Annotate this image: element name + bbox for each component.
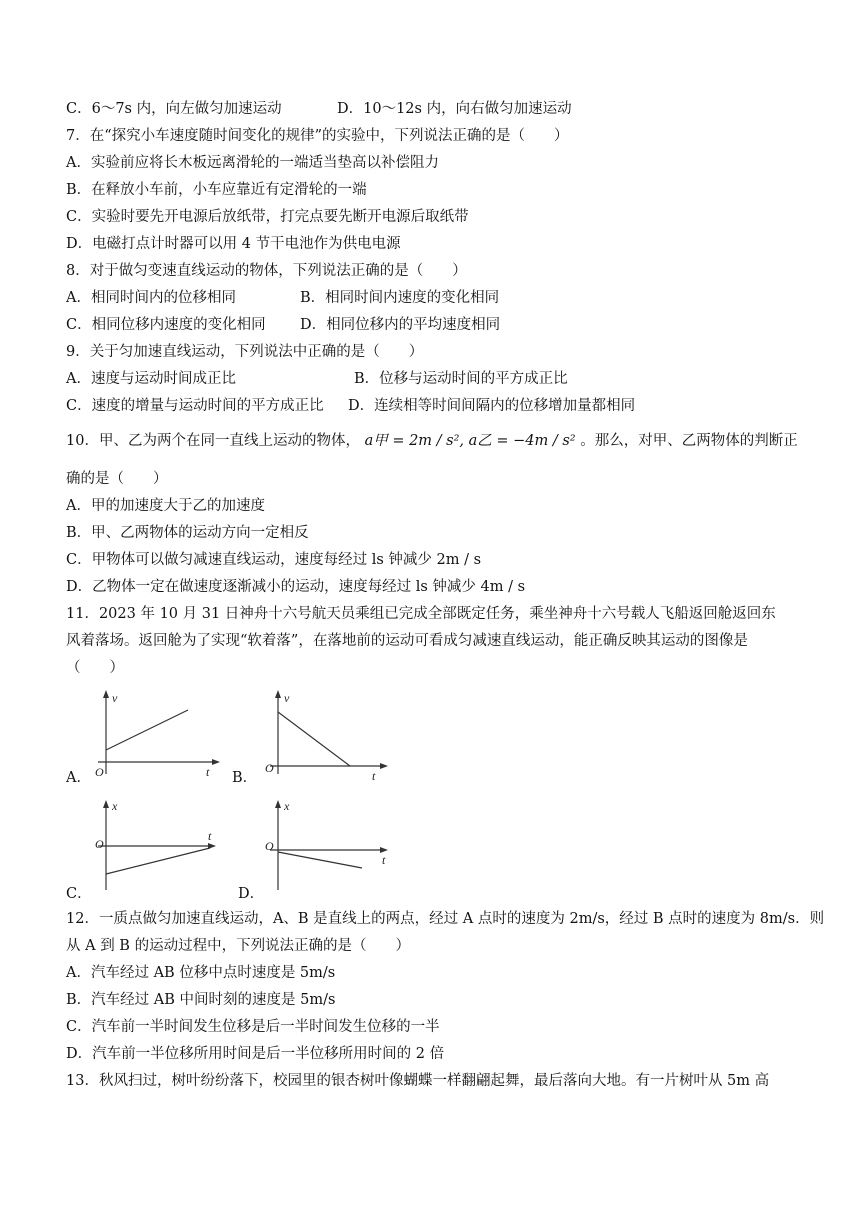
q8-option-d: D．相同位移内的平均速度相同: [300, 317, 501, 333]
graph-b-origin: O: [265, 761, 274, 775]
q12-option-b: B．汽车经过 AB 中间时刻的速度是 5m/s: [66, 992, 336, 1008]
q10-option-c: C．甲物体可以做匀减速直线运动，速度每经过 ls 钟减少 2m / s: [66, 552, 482, 568]
graph-b-t-arrow: [380, 763, 388, 769]
q11-graph-c-label: C．: [66, 886, 92, 902]
graph-b-v-arrow: [275, 690, 281, 698]
q7-option-b: B．在释放小车前，小车应靠近有定滑轮的一端: [66, 182, 367, 198]
graph-c-x-arrow: [103, 800, 109, 808]
q8-option-b: B．相同时间内速度的变化相同: [300, 290, 500, 306]
q7-option-a: A．实验前应将长木板远离滑轮的一端适当垫高以补偿阻力: [66, 155, 439, 171]
graph-a-t-arrow: [212, 759, 220, 765]
q8-option-a: A．相同时间内的位移相同: [66, 290, 236, 306]
graph-c-x-label: x: [112, 799, 118, 813]
q11-stem-line2: 风着落场。返回舱为了实现“软着落”，在落地前的运动可看成匀减速直线运动，能正确反映其运动的图像是: [66, 633, 748, 649]
graph-a-v-arrow: [103, 690, 109, 698]
q9-option-a: A．速度与运动时间成正比: [66, 371, 236, 387]
q11-stem-line3: （ ）: [66, 660, 124, 676]
q13-stem: 13．秋风扫过，树叶纷纷落下，校园里的银杏树叶像蝴蝶一样翻翩起舞，最后落向大地。有一片树叶从 5m 高: [66, 1073, 770, 1089]
q9-option-b: B．位移与运动时间的平方成正比: [354, 371, 568, 387]
graph-b-t-label: t: [372, 769, 376, 783]
q12-stem-line2: 从 A 到 B 的运动过程中，下列说法正确的是（ ）: [66, 938, 411, 954]
q7-stem: 7．在“探究小车速度随时间变化的规律”的实验中，下列说法正确的是（ ）: [66, 128, 569, 144]
graph-a-origin: O: [95, 765, 104, 779]
q11-graph-d-label: D．: [238, 886, 265, 902]
q10-option-b: B．甲、乙两物体的运动方向一定相反: [66, 525, 309, 541]
q12-option-d: D．汽车前一半位移所用时间是后一半位移所用时间的 2 倍: [66, 1046, 445, 1062]
q12-option-a: A．汽车经过 AB 位移中点时速度是 5m/s: [66, 965, 336, 981]
q10-stem-post: 。那么，对甲、乙两物体的判断正: [580, 433, 798, 449]
q11-graph-a-label: A．: [66, 770, 91, 786]
graph-c-line: [106, 848, 210, 874]
q10-stem: [66, 432, 798, 450]
q11-graph-d: [260, 796, 400, 900]
q9-option-d: D．连续相等时间间隔内的位移增加量都相同: [348, 398, 636, 414]
graph-a-line: [106, 710, 188, 750]
q11-stem-line1: 11．2023 年 10 月 31 日神舟十六号航天员乘组已完成全部既定任务，乘坐神舟十六号载人飞船返回舱返回东: [66, 606, 776, 622]
graph-d-x-arrow: [275, 800, 281, 808]
graph-d-line: [278, 852, 362, 868]
q7-option-d: D．电磁打点计时器可以用 4 节干电池作为供电电源: [66, 236, 401, 252]
graph-a-v-label: v: [112, 691, 118, 705]
q6-option-c: C．6～7s 内，向左做匀加速运动: [66, 101, 282, 117]
q10-option-d: D．乙物体一定在做速度逐渐减小的运动，速度每经过 ls 钟减少 4m / s: [66, 579, 526, 595]
q11-graph-b-label: B．: [232, 770, 258, 786]
q7-option-c: C．实验时要先开电源后放纸带，打完点要先断开电源后取纸带: [66, 209, 469, 225]
q9-stem: 9．关于匀加速直线运动，下列说法中正确的是（ ）: [66, 344, 424, 360]
q10-stem-pre: 10．甲、乙为两个在同一直线上运动的物体，: [66, 433, 360, 449]
q11-graph-c: [88, 796, 228, 900]
q10-stem-continued: 确的是（ ）: [66, 471, 168, 487]
graph-b-line: [278, 712, 350, 766]
q6-option-d: D．10～12s 内，向右做匀加速运动: [337, 101, 572, 117]
graph-c-t-label: t: [208, 829, 212, 843]
q10-option-a: A．甲的加速度大于乙的加速度: [66, 498, 265, 514]
q8-stem: 8．对于做匀变速直线运动的物体，下列说法正确的是（ ）: [66, 263, 467, 279]
q11-graph-b: [260, 688, 400, 792]
graph-c-origin: O: [95, 837, 104, 851]
q12-stem-line1: 12．一质点做匀加速直线运动，A、B 是直线上的两点，经过 A 点时的速度为 2m/s，经过 B 点时的速度为 8m/s．则: [66, 911, 825, 927]
graph-a-t-label: t: [206, 765, 210, 779]
q8-option-c: C．相同位移内速度的变化相同: [66, 317, 266, 333]
q12-option-c: C．汽车前一半时间发生位移是后一半时间发生位移的一半: [66, 1019, 440, 1035]
graph-d-t-label: t: [382, 853, 386, 867]
q10-formula: a甲 = 2m / s², a乙 = −4m / s²: [364, 433, 576, 449]
graph-d-origin: O: [265, 839, 274, 853]
graph-b-v-label: v: [284, 691, 290, 705]
q11-graph-a: [88, 688, 228, 792]
q9-option-c: C．速度的增量与运动时间的平方成正比: [66, 398, 324, 414]
graph-d-x-label: x: [284, 799, 290, 813]
